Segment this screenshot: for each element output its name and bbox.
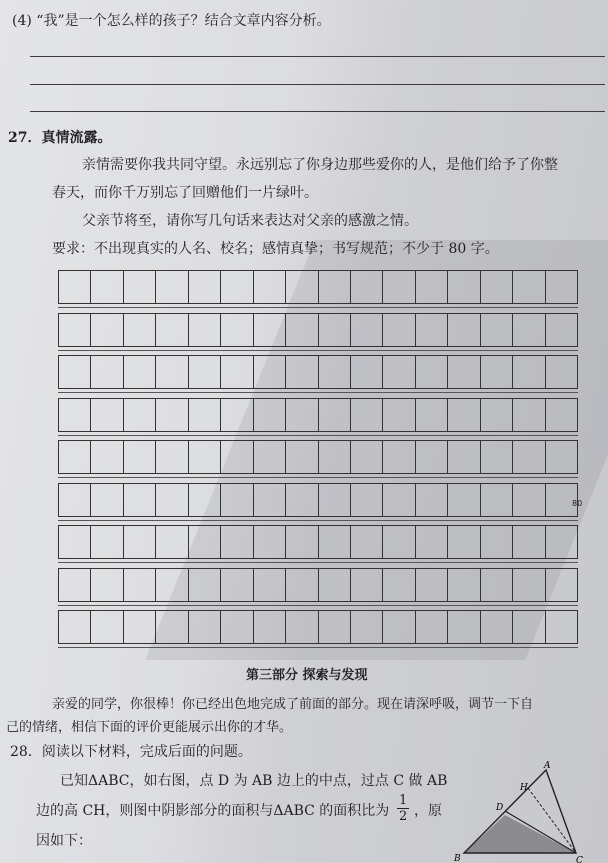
grid-cell[interactable] <box>91 356 123 388</box>
grid-cell[interactable] <box>319 569 351 601</box>
grid-cell[interactable] <box>416 356 448 388</box>
grid-cell[interactable] <box>383 441 415 473</box>
grid-cell[interactable] <box>124 526 156 558</box>
grid-cell[interactable] <box>513 356 545 388</box>
grid-gap-line <box>58 350 578 351</box>
label-d: D <box>496 803 504 813</box>
label-b: B <box>454 854 461 863</box>
triangle-figure <box>450 760 608 863</box>
grid-cell[interactable] <box>383 356 415 388</box>
grid-cell[interactable] <box>351 611 383 643</box>
grid-cell[interactable] <box>59 611 91 643</box>
grid-cell[interactable] <box>254 356 286 388</box>
grid-cell[interactable] <box>59 399 91 431</box>
grid-cell[interactable] <box>189 271 221 303</box>
grid-cell[interactable] <box>351 526 383 558</box>
grid-cell[interactable] <box>546 356 577 388</box>
grid-cell[interactable] <box>416 314 448 346</box>
grid-cell[interactable] <box>416 441 448 473</box>
grid-cell[interactable] <box>91 441 123 473</box>
grid-cell[interactable] <box>481 611 513 643</box>
grid-cell[interactable] <box>319 526 351 558</box>
grid-cell[interactable] <box>513 569 545 601</box>
grid-cell[interactable] <box>221 314 253 346</box>
grid-cell[interactable] <box>286 399 318 431</box>
part3-intro-a: 亲爱的同学，你很棒！你已经出色地完成了前面的部分。现在请深呼吸，调节一下自 <box>52 697 534 712</box>
grid-cell[interactable] <box>383 611 415 643</box>
grid-row[interactable] <box>58 270 578 304</box>
grid-cell[interactable] <box>156 356 188 388</box>
grid-cell[interactable] <box>546 314 577 346</box>
grid-cell[interactable] <box>448 484 480 516</box>
grid-cell[interactable] <box>156 314 188 346</box>
grid-cell[interactable] <box>319 314 351 346</box>
grid-cell[interactable] <box>416 611 448 643</box>
grid-cell[interactable] <box>319 271 351 303</box>
grid-cell[interactable] <box>91 526 123 558</box>
word-count-marker: 80 <box>572 498 583 508</box>
grid-cell[interactable] <box>448 441 480 473</box>
grid-row[interactable] <box>58 313 578 347</box>
grid-row[interactable] <box>58 525 578 559</box>
label-h: H <box>520 783 528 793</box>
grid-cell[interactable] <box>351 569 383 601</box>
grid-cell[interactable] <box>546 526 577 558</box>
label-c: C <box>576 856 583 863</box>
grid-cell[interactable] <box>221 356 253 388</box>
grid-cell[interactable] <box>286 356 318 388</box>
grid-cell[interactable] <box>156 271 188 303</box>
grid-cell[interactable] <box>351 314 383 346</box>
grid-cell[interactable] <box>416 526 448 558</box>
answer-line-3 <box>30 111 605 112</box>
grid-cell[interactable] <box>481 271 513 303</box>
grid-cell[interactable] <box>59 569 91 601</box>
grid-cell[interactable] <box>286 441 318 473</box>
grid-cell[interactable] <box>383 526 415 558</box>
grid-cell[interactable] <box>448 356 480 388</box>
answer-line-1 <box>30 56 605 57</box>
grid-cell[interactable] <box>481 526 513 558</box>
q28-line-2: 边的高 CH，则图中阴影部分的面积与ΔABC 的面积比为 <box>36 803 390 819</box>
grid-cell[interactable] <box>124 271 156 303</box>
grid-cell[interactable] <box>91 314 123 346</box>
grid-gap-line <box>58 307 578 308</box>
q27-requirements: 要求：不出现真实的人名、校名；感情真挚；书写规范；不少于 80 字。 <box>52 241 499 257</box>
grid-cell[interactable] <box>286 484 318 516</box>
grid-cell[interactable] <box>383 484 415 516</box>
q28-line-1: 已知ΔABC，如右图，点 D 为 AB 边上的中点，过点 C 做 AB <box>60 773 448 789</box>
grid-cell[interactable] <box>448 314 480 346</box>
grid-cell[interactable] <box>546 441 577 473</box>
grid-gap-line <box>58 477 578 478</box>
grid-cell[interactable] <box>416 484 448 516</box>
grid-row[interactable] <box>58 483 578 517</box>
grid-cell[interactable] <box>481 441 513 473</box>
q28-fraction <box>397 793 409 824</box>
grid-cell[interactable] <box>91 271 123 303</box>
grid-cell[interactable] <box>448 526 480 558</box>
grid-cell[interactable] <box>189 356 221 388</box>
grid-cell[interactable] <box>513 399 545 431</box>
grid-cell[interactable] <box>156 484 188 516</box>
grid-cell[interactable] <box>254 526 286 558</box>
grid-cell[interactable] <box>221 569 253 601</box>
grid-cell[interactable] <box>286 569 318 601</box>
grid-cell[interactable] <box>481 569 513 601</box>
fraction-numerator: 1 <box>399 793 408 808</box>
grid-cell[interactable] <box>546 611 577 643</box>
grid-cell[interactable] <box>124 314 156 346</box>
grid-cell[interactable] <box>286 526 318 558</box>
grid-cell[interactable] <box>513 271 545 303</box>
grid-cell[interactable] <box>254 314 286 346</box>
grid-cell[interactable] <box>319 611 351 643</box>
grid-cell[interactable] <box>221 399 253 431</box>
grid-cell[interactable] <box>254 441 286 473</box>
grid-cell[interactable] <box>513 441 545 473</box>
grid-gap-line <box>58 435 578 436</box>
grid-cell[interactable] <box>156 569 188 601</box>
grid-cell[interactable] <box>254 569 286 601</box>
grid-cell[interactable] <box>91 569 123 601</box>
grid-cell[interactable] <box>513 484 545 516</box>
grid-cell[interactable] <box>59 441 91 473</box>
grid-cell[interactable] <box>221 484 253 516</box>
grid-cell[interactable] <box>124 569 156 601</box>
grid-cell[interactable] <box>124 399 156 431</box>
grid-cell[interactable] <box>124 356 156 388</box>
q27-paragraph-1a: 亲情需要你我共同守望。永远别忘了你身边那些爱你的人，是他们给予了你整 <box>82 157 558 173</box>
grid-cell[interactable] <box>254 399 286 431</box>
grid-cell[interactable] <box>124 441 156 473</box>
grid-cell[interactable] <box>221 611 253 643</box>
grid-cell[interactable] <box>383 569 415 601</box>
answer-line-2 <box>30 84 605 85</box>
grid-cell[interactable] <box>254 484 286 516</box>
grid-cell[interactable] <box>481 356 513 388</box>
grid-row[interactable] <box>58 610 578 644</box>
q27-paragraph-1b: 春天，而你千万别忘了回赠他们一片绿叶。 <box>52 185 318 201</box>
grid-cell[interactable] <box>124 484 156 516</box>
part3-title: 第三部分 探索与发现 <box>246 668 368 683</box>
grid-cell[interactable] <box>221 271 253 303</box>
grid-cell[interactable] <box>189 484 221 516</box>
grid-cell[interactable] <box>91 611 123 643</box>
grid-cell[interactable] <box>416 399 448 431</box>
grid-cell[interactable] <box>254 611 286 643</box>
grid-gap-line <box>58 647 578 648</box>
grid-cell[interactable] <box>448 271 480 303</box>
grid-cell[interactable] <box>383 271 415 303</box>
grid-cell[interactable] <box>546 569 577 601</box>
grid-row[interactable] <box>58 440 578 474</box>
grid-cell[interactable] <box>286 314 318 346</box>
grid-cell[interactable] <box>59 356 91 388</box>
question-27-title: 27．真情流露。 <box>8 130 112 146</box>
grid-cell[interactable] <box>156 611 188 643</box>
grid-cell[interactable] <box>59 526 91 558</box>
grid-cell[interactable] <box>319 484 351 516</box>
grid-cell[interactable] <box>319 441 351 473</box>
grid-row[interactable] <box>58 398 578 432</box>
grid-cell[interactable] <box>351 484 383 516</box>
grid-cell[interactable] <box>189 314 221 346</box>
grid-cell[interactable] <box>481 399 513 431</box>
part3-intro-b: 己的情绪，相信下面的评价更能展示出你的才华。 <box>6 720 293 735</box>
grid-cell[interactable] <box>221 441 253 473</box>
grid-row[interactable] <box>58 568 578 602</box>
grid-cell[interactable] <box>59 271 91 303</box>
grid-cell[interactable] <box>189 611 221 643</box>
grid-cell[interactable] <box>91 484 123 516</box>
grid-cell[interactable] <box>189 399 221 431</box>
grid-cell[interactable] <box>319 399 351 431</box>
label-a: A <box>544 761 551 771</box>
grid-gap-line <box>58 605 578 606</box>
q28-line-3: 因如下： <box>36 833 92 849</box>
question-28-title: 28．阅读以下材料，完成后面的问题。 <box>10 744 252 760</box>
grid-cell[interactable] <box>91 399 123 431</box>
grid-cell[interactable] <box>416 569 448 601</box>
grid-cell[interactable] <box>59 314 91 346</box>
grid-gap-line <box>58 562 578 563</box>
question-4: (4) “我”是一个怎么样的孩子？结合文章内容分析。 <box>12 13 331 29</box>
grid-cell[interactable] <box>189 441 221 473</box>
grid-cell[interactable] <box>383 314 415 346</box>
grid-cell[interactable] <box>448 399 480 431</box>
grid-row[interactable] <box>58 355 578 389</box>
grid-cell[interactable] <box>481 484 513 516</box>
grid-cell[interactable] <box>319 356 351 388</box>
grid-cell[interactable] <box>416 271 448 303</box>
shaded-region <box>464 815 576 853</box>
grid-cell[interactable] <box>286 271 318 303</box>
grid-cell[interactable] <box>156 441 188 473</box>
grid-cell[interactable] <box>124 611 156 643</box>
grid-cell[interactable] <box>156 526 188 558</box>
grid-cell[interactable] <box>351 441 383 473</box>
q28-line-2-tail: ，原 <box>414 803 442 819</box>
grid-cell[interactable] <box>59 484 91 516</box>
grid-gap-line <box>58 520 578 521</box>
fraction-denominator: 2 <box>399 809 408 824</box>
grid-cell[interactable] <box>189 526 221 558</box>
grid-cell[interactable] <box>286 611 318 643</box>
grid-cell[interactable] <box>513 526 545 558</box>
grid-gap-line <box>58 392 578 393</box>
grid-cell[interactable] <box>351 399 383 431</box>
q27-paragraph-2: 父亲节将至，请你写几句话来表达对父亲的感激之情。 <box>82 213 418 229</box>
grid-cell[interactable] <box>546 399 577 431</box>
grid-cell[interactable] <box>221 526 253 558</box>
grid-cell[interactable] <box>351 356 383 388</box>
grid-cell[interactable] <box>351 271 383 303</box>
grid-cell[interactable] <box>448 569 480 601</box>
grid-cell[interactable] <box>254 271 286 303</box>
grid-cell[interactable] <box>383 399 415 431</box>
grid-cell[interactable] <box>448 611 480 643</box>
grid-cell[interactable] <box>481 314 513 346</box>
grid-cell[interactable] <box>513 314 545 346</box>
grid-cell[interactable] <box>546 271 577 303</box>
grid-cell[interactable] <box>189 569 221 601</box>
grid-cell[interactable] <box>513 611 545 643</box>
grid-cell[interactable] <box>156 399 188 431</box>
